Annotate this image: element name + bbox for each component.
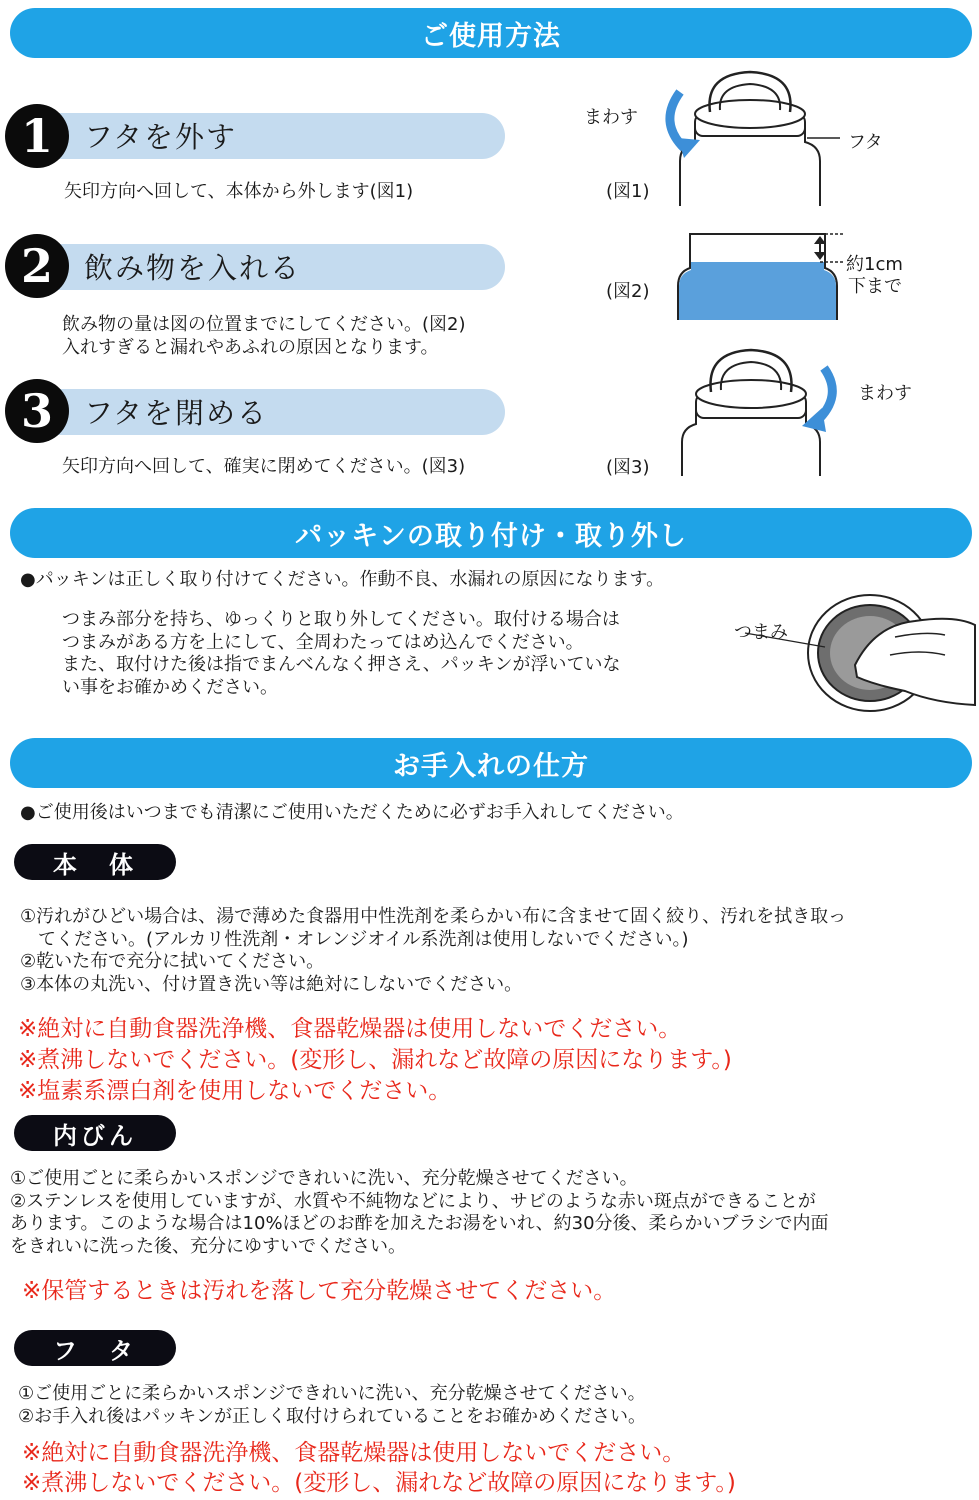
body-section-label <box>14 844 176 880</box>
body-line-4: ③本体の丸洗い、付け置き洗い等は絶対にしないでください。 <box>20 974 523 995</box>
body-warning-2: ※煮沸しないでください。(変形し、漏れなど故障の原因になります。) <box>18 1047 732 1073</box>
care-note: ●ご使用後はいつまでも清潔にご使用いただくために必ずお手入れしてください。 <box>20 802 684 823</box>
lid-line-2: ②お手入れ後はパッキンが正しく取付けられていることをお確かめください。 <box>18 1406 646 1427</box>
inner-warning: ※保管するときは汚れを落して充分乾燥させてください。 <box>22 1278 617 1304</box>
step-1-description: 矢印方向へ回して、本体から外します(図1) <box>64 181 414 202</box>
inner-line-3: あります。このような場合は10%ほどのお酢を加えたお湯をいれ、約30分後、柔らかいブラシで内面 <box>10 1213 829 1234</box>
step-2-description-line2: 入れすぎると漏れやあふれの原因となります。 <box>62 337 439 358</box>
fig1-lid-label: フタ <box>848 132 883 153</box>
step-2-number: 2 <box>5 234 69 298</box>
fig2-level-label-line2: 下まで <box>848 276 902 297</box>
packing-removal-illustration <box>795 585 975 715</box>
step-1-number: 1 <box>5 104 69 168</box>
step-3-number: 3 <box>5 379 69 443</box>
fig1-caption: (図1) <box>606 181 650 202</box>
body-warning-1: ※絶対に自動食器洗浄機、食器乾燥器は使用しないでください。 <box>18 1016 682 1042</box>
packing-note: ●パッキンは正しく取り付けてください。作動不良、水漏れの原因になります。 <box>20 569 665 590</box>
packing-line-3: また、取付けた後は指でまんべんなく押さえ、パッキンが浮いていな <box>62 654 621 675</box>
body-line-2: てください。(アルカリ性洗剤・オレンジオイル系洗剤は使用しないでください。) <box>20 929 689 950</box>
step-2-title: 飲み物を入れる <box>84 251 302 285</box>
inner-line-2: ②ステンレスを使用していますが、水質や不純物などにより、サビのような赤い斑点ができることが <box>10 1191 816 1212</box>
lid-section-label-text: フ タ <box>53 1336 137 1365</box>
lid-section-label <box>14 1330 176 1366</box>
inner-bottle-section-label <box>14 1115 176 1151</box>
inner-line-4: をきれいに洗った後、充分にゆすいでください。 <box>10 1236 406 1257</box>
lid-line-1: ①ご使用ごとに柔らかいスポンジできれいに洗い、充分乾燥させてください。 <box>18 1383 646 1404</box>
fig2-caption: (図2) <box>606 281 650 302</box>
packing-line-4: い事をお確かめください。 <box>62 677 278 698</box>
lid-warning-1: ※絶対に自動食器洗浄機、食器乾燥器は使用しないでください。 <box>22 1440 686 1466</box>
fig2-level-label-line1: 約1cm <box>846 254 903 275</box>
step-2-description-line1: 飲み物の量は図の位置までにしてください。(図2) <box>62 314 466 335</box>
care-banner-title: お手入れの仕方 <box>393 750 589 782</box>
packing-line-2: つまみがある方を上にして、全周わたってはめ込んでください。 <box>62 632 584 653</box>
step-3-title: フタを閉める <box>84 396 268 430</box>
packing-line-1: つまみ部分を持ち、ゆっくりと取り外してください。取付ける場合は <box>62 609 620 630</box>
body-section-label-text: 本 体 <box>53 850 137 879</box>
fig3-lid-closing-illustration <box>660 342 860 482</box>
lid-warning-2: ※煮沸しないでください。(変形し、漏れなど故障の原因になります。) <box>22 1470 736 1496</box>
body-line-3: ②乾いた布で充分に拭いてください。 <box>20 951 325 972</box>
inner-bottle-section-label-text: 内びん <box>53 1121 137 1150</box>
care-banner <box>10 738 972 788</box>
packing-banner-title: パッキンの取り付け・取り外し <box>295 520 687 552</box>
fig1-turn-label: まわす <box>584 107 638 128</box>
usage-banner <box>10 8 972 58</box>
step-3-description: 矢印方向へ回して、確実に閉めてください。(図3) <box>62 456 466 477</box>
packing-banner <box>10 508 972 558</box>
body-warning-3: ※塩素系漂白剤を使用しないでください。 <box>18 1078 452 1104</box>
inner-line-1: ①ご使用ごとに柔らかいスポンジできれいに洗い、充分乾燥させてください。 <box>10 1168 638 1189</box>
fig3-turn-label: まわす <box>858 383 912 404</box>
step-1-title: フタを外す <box>84 120 237 154</box>
usage-banner-title: ご使用方法 <box>421 20 561 52</box>
fig1-lid-removal-illustration <box>650 66 850 206</box>
packing-knob-label: つまみ <box>734 622 788 643</box>
fig3-caption: (図3) <box>606 457 650 478</box>
fig2-fill-level-illustration <box>660 228 860 328</box>
body-line-1: ①汚れがひどい場合は、湯で薄めた食器用中性洗剤を柔らかい布に含ませて固く絞り、汚れを拭き取っ <box>20 906 847 927</box>
